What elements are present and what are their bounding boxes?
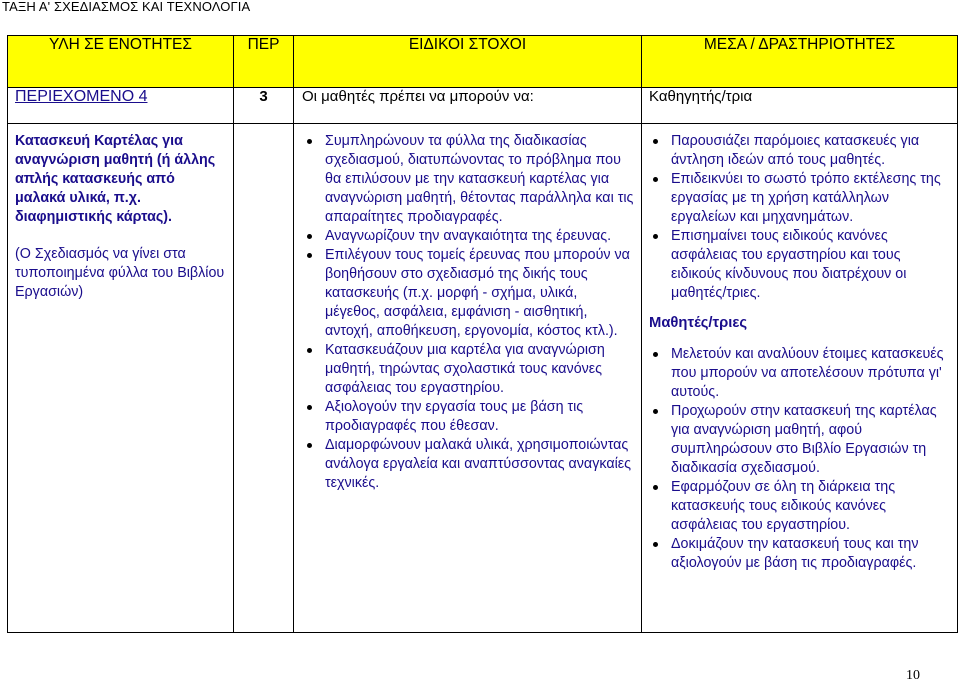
list-item: Εφαρμόζουν σε όλη τη διάρκεια της κατασκευής τους ειδικούς κανόνες ασφάλειας του εργαστηρίου. (648, 478, 951, 535)
bullet-icon (307, 139, 312, 144)
list-item: Αναγνωρίζουν την αναγκαιότητα της έρευνας. (302, 227, 635, 246)
list-item: Συμπληρώνουν τα φύλλα της διαδικασίας σχεδιασμού, διατυπώνοντας το πρόβλημα που θα επιλύσουν με την κατασκευή καρτέλας για αναγνώριση μαθητή, θέτοντας παράλληλα και τις απαραίτητες προδιαγραφές. (302, 132, 635, 227)
periods-cell (234, 124, 294, 633)
header-periods: ΠΕΡ (234, 36, 294, 88)
document-header-title: ΤΑΞΗ Α' ΣΧΕΔΙΑΣΜΟΣ ΚΑΙ ΤΕΧΝΟΛΟΓΙΑ (2, 0, 251, 14)
list-item: Διαμορφώνουν μαλακά υλικά, χρησιμοποιώντας ανάλογα εργαλεία και αναπτύσσοντας αναγκαίες τεχνικές. (302, 436, 635, 493)
list-item: Επιδεικνύει το σωστό τρόπο εκτέλεσης της εργασίας με τη χρήση κατάλληλων εργαλείων και μηχανημάτων. (648, 170, 951, 227)
list-item: Δοκιμάζουν την κατασκευή τους και την αξιολογούν με βάση τις προδιαγραφές. (648, 535, 951, 573)
objectives-intro: Οι μαθητές πρέπει να μπορούν να: (294, 88, 642, 124)
bullet-icon (307, 405, 312, 410)
content-cell (8, 124, 234, 633)
bullet-icon (307, 443, 312, 448)
bullet-icon (653, 542, 658, 547)
list-item: Αξιολογούν την εργασία τους με βάση τις προδιαγραφές που έθεσαν. (302, 398, 635, 436)
subheader-row (8, 88, 958, 124)
objectives-list (302, 132, 635, 493)
list-item: Μελετούν και αναλύουν έτοιμες κατασκευές που μπορούν να αποτελέσουν πρότυπα γι' αυτούς. (648, 345, 951, 402)
content-note: (Ο Σχεδιασμός να γίνει στα τυποποιημένα φύλλα του Βιβλίου Εργασιών) (15, 246, 225, 300)
list-item: Παρουσιάζει παρόμοιες κατασκευές για άντληση ιδεών από τους μαθητές. (648, 132, 951, 170)
bullet-icon (653, 352, 658, 357)
students-label: Μαθητές/τριες (649, 315, 748, 331)
activities-cell (642, 124, 958, 633)
bullet-icon (653, 177, 658, 182)
teacher-activities-list (648, 132, 951, 303)
objectives-cell (294, 124, 642, 633)
header-units: ΥΛΗ ΣΕ ΕΝΟΤΗΤΕΣ (8, 36, 234, 88)
content-title: Κατασκευή Καρτέλας για αναγνώριση μαθητή (ή άλλης απλής κατασκευής από μαλακά υλικά, π.χ. διαφημιστικής κάρτας). (15, 133, 216, 225)
bullet-icon (307, 234, 312, 239)
list-item: Κατασκευάζουν μια καρτέλα για αναγνώριση μαθητή, τηρώντας σχολαστικά τους κανόνες ασφάλειας του εργαστηρίου. (302, 341, 635, 398)
list-item: Επιλέγουν τους τομείς έρευνας που μπορούν να βοηθήσουν στο σχεδιασμό της δικής τους κατασκευής (π.χ. μορφή - σχήμα, υλικά, μέγεθος, ασφάλεια, εμφάνιση - αισθητική, αντοχή, αποθήκευση, εργονομία, κόστος κτλ.). (302, 246, 635, 341)
teacher-label: Καθηγητής/τρια (642, 88, 958, 124)
header-objectives: ΕΙΔΙΚΟΙ ΣΤΟΧΟΙ (294, 36, 642, 88)
bullet-icon (653, 485, 658, 490)
list-item: Προχωρούν στην κατασκευή της καρτέλας για αναγνώριση μαθητή, αφού συμπληρώσουν στο Βιβλίο Εργασιών τη διαδικασία σχεδιασμού. (648, 402, 951, 478)
bullet-icon (307, 348, 312, 353)
page-number: 10 (906, 668, 920, 683)
student-activities-list (648, 345, 951, 573)
content-label: ΠΕΡΙΕΧΟΜΕΝΟ 4 (8, 88, 234, 124)
table-header-row (8, 36, 958, 88)
periods-value: 3 (234, 88, 294, 124)
list-item: Επισημαίνει τους ειδικούς κανόνες ασφάλειας του εργαστηρίου και τους ειδικούς κίνδυνους που διατρέχουν οι μαθητές/τριες. (648, 227, 951, 303)
bullet-icon (653, 409, 658, 414)
bullet-icon (653, 234, 658, 239)
bullet-icon (307, 253, 312, 258)
header-activities: ΜΕΣΑ / ΔΡΑΣΤΗΡΙΟΤΗΤΕΣ (642, 36, 958, 88)
bullet-icon (653, 139, 658, 144)
content-row (8, 124, 958, 633)
curriculum-table (7, 35, 958, 633)
